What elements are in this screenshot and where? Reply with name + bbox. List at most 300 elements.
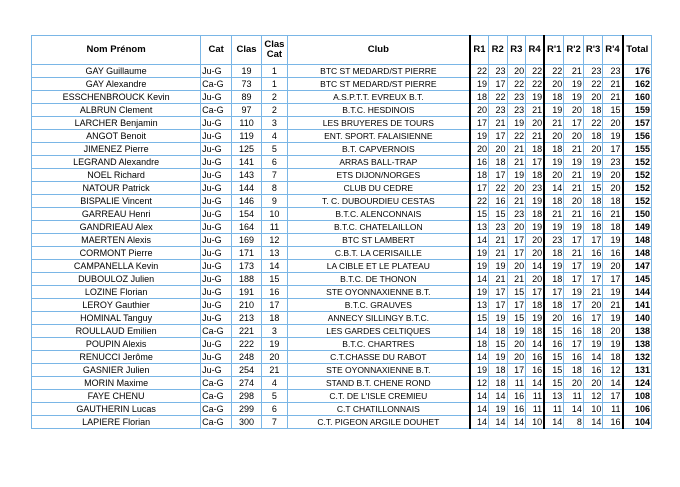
cell-score: 20 <box>507 260 526 273</box>
cell-score: 21 <box>488 234 507 247</box>
cell-name: JIMENEZ Pierre <box>32 143 201 156</box>
cell-score: 17 <box>526 286 545 299</box>
cell-score: 21 <box>526 104 545 117</box>
cell-clas: 222 <box>232 338 262 351</box>
cell-clas-cat: 11 <box>262 221 288 234</box>
cell-score: 21 <box>507 195 526 208</box>
cell-score: 20 <box>507 351 526 364</box>
cell-score: 17 <box>507 234 526 247</box>
cell-score: 18 <box>470 338 489 351</box>
cell-score: 22 <box>544 65 564 78</box>
cell-score: 16 <box>470 156 489 169</box>
header-r4: R4 <box>526 36 545 65</box>
cell-cat: Ju-G <box>201 299 232 312</box>
cell-score: 15 <box>603 104 623 117</box>
cell-cat: Ju-G <box>201 364 232 377</box>
cell-score: 17 <box>507 299 526 312</box>
cell-name: ALBRUN Clement <box>32 104 201 117</box>
cell-name: ROULLAUD Emilien <box>32 325 201 338</box>
cell-total: 147 <box>623 260 652 273</box>
table-row <box>32 208 652 221</box>
cell-club: STE OYONNAXIENNE B.T. <box>287 364 470 377</box>
cell-score: 18 <box>470 91 489 104</box>
cell-cat: Ju-G <box>201 286 232 299</box>
cell-total: 106 <box>623 403 652 416</box>
table-row <box>32 156 652 169</box>
cell-score: 21 <box>544 208 564 221</box>
cell-score: 17 <box>583 234 603 247</box>
cell-clas-cat: 4 <box>262 130 288 143</box>
results-table <box>31 35 652 429</box>
cell-score: 20 <box>564 195 584 208</box>
cell-score: 19 <box>544 156 564 169</box>
cell-score: 17 <box>507 364 526 377</box>
cell-score: 19 <box>603 130 623 143</box>
cell-score: 18 <box>488 377 507 390</box>
cell-score: 20 <box>603 169 623 182</box>
cell-cat: Ju-G <box>201 208 232 221</box>
table-row <box>32 403 652 416</box>
header-row <box>32 36 652 65</box>
cell-name: DUBOULOZ Julien <box>32 273 201 286</box>
cell-score: 18 <box>603 195 623 208</box>
cell-score: 20 <box>470 104 489 117</box>
cell-score: 15 <box>470 312 489 325</box>
cell-score: 17 <box>488 78 507 91</box>
cell-clas-cat: 1 <box>262 78 288 91</box>
cell-score: 19 <box>488 403 507 416</box>
cell-score: 18 <box>526 143 545 156</box>
cell-score: 17 <box>470 182 489 195</box>
cell-name: GAY Alexandre <box>32 78 201 91</box>
cell-score: 14 <box>583 351 603 364</box>
cell-total: 157 <box>623 117 652 130</box>
cell-score: 18 <box>583 104 603 117</box>
cell-name: LAPIERE Florian <box>32 416 201 429</box>
cell-name: GASNIER Julien <box>32 364 201 377</box>
cell-score: 20 <box>564 104 584 117</box>
cell-score: 18 <box>544 273 564 286</box>
cell-clas: 97 <box>232 104 262 117</box>
cell-score: 22 <box>470 65 489 78</box>
cell-score: 19 <box>470 247 489 260</box>
cell-cat: Ca-G <box>201 377 232 390</box>
table-row <box>32 169 652 182</box>
cell-clas-cat: 15 <box>262 273 288 286</box>
cell-score: 17 <box>507 247 526 260</box>
cell-total: 141 <box>623 299 652 312</box>
table-row <box>32 234 652 247</box>
cell-clas-cat: 21 <box>262 364 288 377</box>
cell-score: 20 <box>488 143 507 156</box>
cell-club: C.B.T. LA CERISAILLE <box>287 247 470 260</box>
cell-score: 16 <box>564 325 584 338</box>
cell-score: 21 <box>564 182 584 195</box>
table-row <box>32 247 652 260</box>
cell-score: 15 <box>488 208 507 221</box>
cell-score: 16 <box>603 416 623 429</box>
cell-cat: Ju-G <box>201 169 232 182</box>
cell-cat: Ca-G <box>201 325 232 338</box>
cell-name: GAY Guillaume <box>32 65 201 78</box>
cell-clas-cat: 12 <box>262 234 288 247</box>
cell-total: 138 <box>623 338 652 351</box>
cell-name: RENUCCI Jerôme <box>32 351 201 364</box>
cell-score: 16 <box>507 390 526 403</box>
cell-score: 19 <box>564 221 584 234</box>
cell-clas: 299 <box>232 403 262 416</box>
cell-score: 18 <box>488 156 507 169</box>
cell-score: 20 <box>507 182 526 195</box>
cell-clas: 173 <box>232 260 262 273</box>
header-cat: Cat <box>201 36 232 65</box>
table-row <box>32 65 652 78</box>
cell-score: 17 <box>603 390 623 403</box>
cell-score: 20 <box>526 117 545 130</box>
cell-score: 11 <box>564 390 584 403</box>
table-row <box>32 325 652 338</box>
cell-score: 17 <box>488 130 507 143</box>
cell-score: 21 <box>564 247 584 260</box>
cell-total: 150 <box>623 208 652 221</box>
cell-clas: 213 <box>232 312 262 325</box>
cell-clas-cat: 6 <box>262 403 288 416</box>
table-row <box>32 260 652 273</box>
cell-score: 21 <box>603 299 623 312</box>
cell-score: 18 <box>603 221 623 234</box>
cell-cat: Ju-G <box>201 260 232 273</box>
cell-name: MAERTEN Alexis <box>32 234 201 247</box>
cell-club: B.T.C. DE THONON <box>287 273 470 286</box>
cell-club: C.T. PIGEON ARGILE DOUHET <box>287 416 470 429</box>
cell-name: CAMPANELLA Kevin <box>32 260 201 273</box>
cell-score: 20 <box>507 338 526 351</box>
cell-score: 23 <box>488 221 507 234</box>
cell-club: C.T CHATILLONNAIS <box>287 403 470 416</box>
cell-name: ANGOT Benoit <box>32 130 201 143</box>
table-row <box>32 416 652 429</box>
cell-score: 19 <box>564 78 584 91</box>
cell-clas: 210 <box>232 299 262 312</box>
cell-score: 17 <box>583 312 603 325</box>
cell-score: 17 <box>470 117 489 130</box>
cell-score: 17 <box>526 156 545 169</box>
cell-clas: 144 <box>232 182 262 195</box>
cell-score: 19 <box>470 260 489 273</box>
cell-score: 20 <box>583 91 603 104</box>
cell-score: 19 <box>526 91 545 104</box>
cell-cat: Ca-G <box>201 390 232 403</box>
cell-total: 132 <box>623 351 652 364</box>
cell-cat: Ju-G <box>201 182 232 195</box>
cell-score: 14 <box>470 325 489 338</box>
cell-score: 16 <box>526 351 545 364</box>
cell-score: 23 <box>544 234 564 247</box>
cell-score: 18 <box>488 325 507 338</box>
header-rp3: R'3 <box>583 36 603 65</box>
cell-score: 21 <box>544 117 564 130</box>
cell-clas: 19 <box>232 65 262 78</box>
cell-cat: Ju-G <box>201 247 232 260</box>
cell-score: 22 <box>526 65 545 78</box>
cell-clas-cat: 5 <box>262 143 288 156</box>
cell-club: LES GARDES CELTIQUES <box>287 325 470 338</box>
cell-score: 15 <box>488 338 507 351</box>
cell-cat: Ca-G <box>201 403 232 416</box>
cell-clas-cat: 4 <box>262 377 288 390</box>
cell-name: FAYE CHENU <box>32 390 201 403</box>
cell-score: 23 <box>488 104 507 117</box>
cell-club: STAND B.T. CHENE ROND <box>287 377 470 390</box>
cell-score: 17 <box>564 273 584 286</box>
cell-score: 11 <box>526 403 545 416</box>
cell-cat: Ju-G <box>201 221 232 234</box>
cell-score: 14 <box>544 416 564 429</box>
cell-score: 18 <box>526 299 545 312</box>
cell-clas-cat: 20 <box>262 351 288 364</box>
cell-name: GARREAU Henri <box>32 208 201 221</box>
cell-score: 19 <box>603 286 623 299</box>
table-row <box>32 377 652 390</box>
cell-club: B.T.C. ALENCONNAIS <box>287 208 470 221</box>
cell-score: 18 <box>603 351 623 364</box>
cell-club: T. C. DUBOURDIEU CESTAS <box>287 195 470 208</box>
cell-score: 21 <box>488 117 507 130</box>
header-clas-cat-line2: Cat <box>266 49 283 60</box>
cell-score: 19 <box>583 156 603 169</box>
cell-score: 14 <box>583 416 603 429</box>
cell-score: 18 <box>583 195 603 208</box>
results-body <box>32 65 652 429</box>
cell-score: 14 <box>526 377 545 390</box>
cell-club: ARRAS BALL-TRAP <box>287 156 470 169</box>
table-row <box>32 351 652 364</box>
cell-score: 21 <box>564 169 584 182</box>
cell-score: 21 <box>564 65 584 78</box>
cell-clas-cat: 9 <box>262 195 288 208</box>
cell-score: 19 <box>603 312 623 325</box>
cell-score: 21 <box>507 143 526 156</box>
cell-name: GAUTHERIN Lucas <box>32 403 201 416</box>
cell-score: 23 <box>488 65 507 78</box>
cell-clas: 89 <box>232 91 262 104</box>
cell-score: 10 <box>583 403 603 416</box>
cell-score: 19 <box>544 260 564 273</box>
cell-score: 23 <box>583 65 603 78</box>
cell-score: 19 <box>488 260 507 273</box>
cell-score: 13 <box>470 221 489 234</box>
cell-score: 15 <box>544 351 564 364</box>
cell-name: LARCHER Benjamin <box>32 117 201 130</box>
table-row <box>32 286 652 299</box>
cell-cat: Ju-G <box>201 273 232 286</box>
cell-score: 14 <box>603 377 623 390</box>
cell-score: 17 <box>583 273 603 286</box>
cell-score: 21 <box>564 208 584 221</box>
header-r1: R1 <box>470 36 489 65</box>
cell-score: 16 <box>544 338 564 351</box>
cell-score: 20 <box>507 221 526 234</box>
cell-clas: 248 <box>232 351 262 364</box>
cell-score: 19 <box>544 104 564 117</box>
cell-total: 162 <box>623 78 652 91</box>
cell-total: 148 <box>623 247 652 260</box>
cell-cat: Ju-G <box>201 117 232 130</box>
cell-score: 20 <box>583 299 603 312</box>
cell-score: 16 <box>564 351 584 364</box>
cell-score: 19 <box>526 195 545 208</box>
cell-name: HOMINAL Tanguy <box>32 312 201 325</box>
cell-clas: 143 <box>232 169 262 182</box>
cell-clas: 119 <box>232 130 262 143</box>
cell-score: 20 <box>603 182 623 195</box>
cell-score: 14 <box>470 273 489 286</box>
cell-clas: 110 <box>232 117 262 130</box>
cell-score: 19 <box>488 351 507 364</box>
cell-score: 21 <box>603 208 623 221</box>
cell-clas: 154 <box>232 208 262 221</box>
cell-score: 11 <box>603 403 623 416</box>
cell-score: 19 <box>488 312 507 325</box>
cell-clas-cat: 17 <box>262 299 288 312</box>
cell-score: 17 <box>564 117 584 130</box>
cell-score: 20 <box>583 143 603 156</box>
cell-clas-cat: 7 <box>262 416 288 429</box>
cell-total: 152 <box>623 182 652 195</box>
cell-name: GANDRIEAU Alex <box>32 221 201 234</box>
cell-score: 11 <box>507 377 526 390</box>
cell-club: B.T.C. GRAUVES <box>287 299 470 312</box>
cell-clas: 171 <box>232 247 262 260</box>
cell-total: 148 <box>623 234 652 247</box>
cell-club: B.T.C. HESDINOIS <box>287 104 470 117</box>
cell-score: 14 <box>470 234 489 247</box>
cell-cat: Ju-G <box>201 351 232 364</box>
cell-score: 14 <box>526 338 545 351</box>
cell-score: 15 <box>544 377 564 390</box>
cell-score: 16 <box>583 247 603 260</box>
cell-score: 20 <box>603 117 623 130</box>
cell-total: 149 <box>623 221 652 234</box>
cell-clas: 146 <box>232 195 262 208</box>
cell-score: 22 <box>507 78 526 91</box>
cell-club: BTC ST MEDARD/ST PIERRE <box>287 78 470 91</box>
cell-score: 23 <box>507 91 526 104</box>
cell-clas-cat: 14 <box>262 260 288 273</box>
cell-clas: 221 <box>232 325 262 338</box>
cell-score: 19 <box>583 169 603 182</box>
cell-score: 16 <box>526 364 545 377</box>
cell-score: 21 <box>564 143 584 156</box>
cell-score: 22 <box>488 182 507 195</box>
table-row <box>32 78 652 91</box>
cell-score: 23 <box>603 65 623 78</box>
cell-score: 17 <box>488 299 507 312</box>
cell-score: 22 <box>526 78 545 91</box>
cell-score: 22 <box>583 78 603 91</box>
table-row <box>32 390 652 403</box>
table-row <box>32 195 652 208</box>
cell-score: 20 <box>507 65 526 78</box>
cell-total: 145 <box>623 273 652 286</box>
cell-total: 138 <box>623 325 652 338</box>
cell-name: LEROY Gauthier <box>32 299 201 312</box>
cell-score: 20 <box>544 130 564 143</box>
cell-club: C.T.CHASSE DU RABOT <box>287 351 470 364</box>
cell-score: 20 <box>603 325 623 338</box>
cell-score: 17 <box>564 299 584 312</box>
header-club: Club <box>287 36 470 65</box>
cell-club: BTC ST MEDARD/ST PIERRE <box>287 65 470 78</box>
cell-score: 18 <box>544 299 564 312</box>
cell-clas-cat: 10 <box>262 208 288 221</box>
cell-name: ESSCHENBROUCK Kevin <box>32 91 201 104</box>
cell-score: 21 <box>603 91 623 104</box>
cell-score: 21 <box>488 273 507 286</box>
cell-score: 21 <box>507 273 526 286</box>
table-row <box>32 364 652 377</box>
cell-score: 17 <box>603 273 623 286</box>
cell-club: B.T.C. CHATELAILLON <box>287 221 470 234</box>
cell-score: 17 <box>488 169 507 182</box>
cell-club: ETS DIJON/NORGES <box>287 169 470 182</box>
table-row <box>32 312 652 325</box>
cell-clas: 141 <box>232 156 262 169</box>
cell-score: 19 <box>564 286 584 299</box>
cell-clas-cat: 16 <box>262 286 288 299</box>
cell-score: 14 <box>470 351 489 364</box>
cell-clas-cat: 6 <box>262 156 288 169</box>
cell-score: 23 <box>526 182 545 195</box>
cell-score: 20 <box>603 260 623 273</box>
cell-score: 17 <box>544 286 564 299</box>
cell-clas: 298 <box>232 390 262 403</box>
cell-score: 22 <box>583 117 603 130</box>
cell-score: 19 <box>603 338 623 351</box>
cell-score: 21 <box>526 130 545 143</box>
cell-score: 18 <box>544 247 564 260</box>
cell-clas: 73 <box>232 78 262 91</box>
cell-score: 19 <box>526 221 545 234</box>
cell-total: 152 <box>623 195 652 208</box>
cell-score: 18 <box>544 91 564 104</box>
cell-score: 22 <box>488 91 507 104</box>
cell-score: 14 <box>526 260 545 273</box>
cell-clas-cat: 3 <box>262 325 288 338</box>
cell-score: 20 <box>526 247 545 260</box>
header-clas-cat-line1: Clas <box>264 39 285 50</box>
cell-score: 19 <box>564 156 584 169</box>
header-r3: R3 <box>507 36 526 65</box>
cell-score: 14 <box>470 390 489 403</box>
cell-score: 18 <box>583 130 603 143</box>
cell-score: 17 <box>564 338 584 351</box>
cell-cat: Ju-G <box>201 338 232 351</box>
cell-score: 16 <box>564 312 584 325</box>
cell-score: 18 <box>544 143 564 156</box>
cell-clas-cat: 13 <box>262 247 288 260</box>
cell-score: 20 <box>544 169 564 182</box>
cell-score: 19 <box>544 221 564 234</box>
cell-score: 14 <box>470 403 489 416</box>
cell-score: 15 <box>470 208 489 221</box>
cell-cat: Ca-G <box>201 416 232 429</box>
cell-cat: Ju-G <box>201 156 232 169</box>
cell-clas: 169 <box>232 234 262 247</box>
cell-score: 18 <box>583 221 603 234</box>
cell-cat: Ca-G <box>201 78 232 91</box>
cell-total: 108 <box>623 390 652 403</box>
